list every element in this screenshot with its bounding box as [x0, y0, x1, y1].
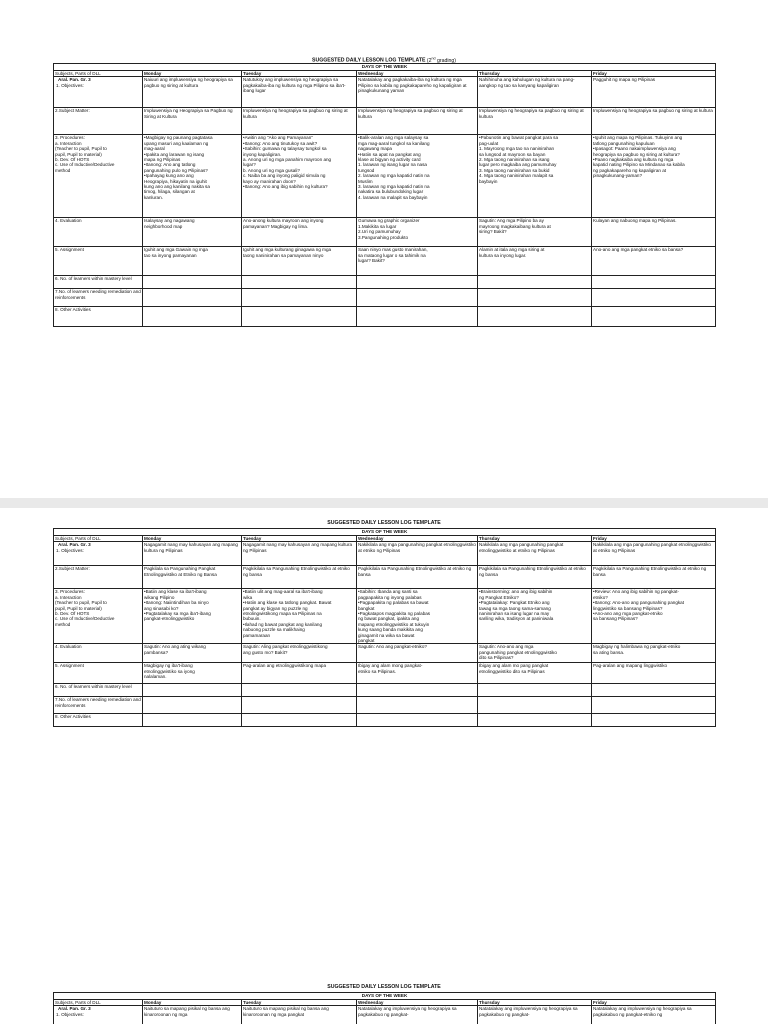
assignment-label: 5. Assignment	[54, 663, 143, 684]
cell-line: Sagutin: Ang mga Pilipino ba ay	[479, 218, 544, 224]
remediation-cell	[143, 289, 242, 307]
cell-line: Gumawa ng graphic organizer	[358, 218, 420, 224]
subject-matter-friday: Pagkikilala sa Pangunahing Etnolingwistiko at etniko ng bansa	[592, 566, 716, 589]
procedures-tuesday	[242, 589, 357, 644]
subjects-label: Subjects, Parts of DLL	[54, 536, 143, 542]
assignment-thursday	[478, 247, 592, 276]
cell-line: •Ipasagot: Paano nakaimpluwensiya ang	[593, 146, 676, 152]
cell-line: 3.Pangunahing produkto	[358, 234, 409, 240]
cell-line: Ano-anong kultura mayroon ang inyong	[243, 218, 324, 224]
procedures-monday	[143, 135, 242, 218]
day-tuesday: Tuesday	[242, 71, 357, 77]
cell-line: pangkat ay bigyan ng puzzle ng	[243, 605, 308, 611]
cell-line: kayo ay manirahan doon?	[243, 178, 296, 184]
cell-line: a. Interaction	[55, 140, 82, 146]
evaluation-friday	[592, 218, 716, 247]
cell-line: c. Use of Inductive/Deductive	[55, 162, 115, 168]
cell-line: 3. Procedures:	[55, 589, 85, 595]
cell-line: Kulayan ang nabuong mapa ng Pilipinas.	[593, 218, 677, 224]
mastery-cell	[242, 276, 357, 289]
procedures-monday	[143, 589, 242, 644]
cell-line: •Itanong: Ano ang tatlong	[144, 162, 196, 168]
cell-line: pupil, Pupil to material)	[55, 151, 102, 157]
cell-line: etniko sa Pilipinas.	[358, 668, 397, 674]
objective-tuesday: Natutukoy ang impluwensiya ng heograpiya sa pagkakaiba-iba ng kultura ng mga Pilipino sa iba't-ibang lugar	[242, 77, 357, 108]
cell-line: Ibigay ang alam mo pang pangkat	[479, 663, 549, 669]
objective-monday: Naituturo sa mapang pisikal ng bansa ang kinaroroonan ng mga	[143, 1006, 242, 1024]
subject-matter-label: 2.Subject Matter:	[54, 566, 143, 589]
document-title: SUGGESTED DAILY LESSON LOG TEMPLATE	[327, 984, 441, 990]
evaluation-wednesday	[357, 644, 478, 663]
subject-matter-thursday: Impluwensiya ng heograpiya sa pagbuo ng siring at kultura	[478, 108, 592, 135]
cell-line: mag-aaral	[144, 146, 165, 152]
cell-line: •Pagpapakita ng palabas sa bawat	[358, 600, 429, 606]
cell-line: •Batiin ulit ang mag-aaral sa iba't-ibang	[243, 589, 323, 595]
other-activities-cell	[592, 307, 716, 327]
cell-line: (Teacher to pupil, Pupil to	[55, 146, 107, 152]
evaluation-wednesday	[357, 218, 478, 247]
cell-line: •Balik-aralan ang mga salaysay sa	[358, 135, 429, 141]
other-activities-cell	[242, 307, 357, 327]
assignment-tuesday	[242, 663, 357, 684]
procedures-friday	[592, 589, 716, 644]
cell-line: nakatira sa bulubundoking lugar	[358, 189, 424, 195]
cell-line: •Brainstorming: ano ang ibig sabihin	[479, 589, 553, 595]
day-friday: Friday	[592, 536, 716, 542]
day-monday: Monday	[143, 536, 242, 542]
evaluation-friday	[592, 644, 716, 663]
assignment-wednesday	[357, 247, 478, 276]
procedures-thursday	[478, 135, 592, 218]
cell-line: lugar pero magkaiba ang pamumuhay	[479, 162, 557, 168]
cell-line: 3. Mga taong naninirahan sa bukid	[479, 167, 550, 173]
assignment-friday	[592, 663, 716, 684]
cell-line: mapa ng Pilipinas	[144, 157, 181, 163]
remediation-label: 7.No. of learners needing remediation and reinforcements	[54, 697, 143, 714]
evaluation-tuesday	[242, 644, 357, 663]
procedures-wednesday	[357, 135, 478, 218]
remediation-cell	[592, 289, 716, 307]
objective-thursday: Natatalakay ang impluwensiya ng heograpiya sa pagkakabuo ng pangkat-	[478, 1006, 592, 1024]
cell-line: method	[55, 621, 71, 627]
cell-line: b. Dev. Of HOTS	[55, 611, 90, 617]
assignment-tuesday	[242, 247, 357, 276]
other-activities-cell	[357, 714, 478, 727]
subject-matter-wednesday: Pagkikilala sa Pangunahing Etnolingwistiko at etniko ng bansa	[357, 566, 478, 589]
cell-line: bubuuin.	[243, 616, 261, 622]
remediation-cell	[242, 697, 357, 714]
remediation-cell	[357, 697, 478, 714]
remediation-cell	[242, 289, 357, 307]
objectives-label: 1. Objectives:	[56, 547, 84, 553]
remediation-cell	[592, 697, 716, 714]
cell-line: •Itanong: Ano-ano ang pangunahing pangkat	[593, 600, 685, 606]
cell-line: Saan ninyo mas gusto manirahan,	[358, 247, 428, 253]
cell-line: Sagutin: Ano ang ating wikang	[144, 644, 206, 650]
subject-name: Aral. Pan. Gr. 3	[58, 1006, 91, 1012]
cell-line: pagpapakita ng inyong palabas	[358, 594, 422, 600]
subject-matter-wednesday: Impluwensiya ng heograpiya sa pagbuo ng siring at kultura	[357, 108, 478, 135]
evaluation-thursday	[478, 218, 592, 247]
objective-tuesday: Nagagamit nang may kahusayan ang mapang kultura ng Pilipinas	[242, 542, 357, 566]
cell-line: pamamaraan	[243, 632, 271, 638]
days-of-week-header: DAYS OF THE WEEK	[54, 64, 716, 71]
cell-line: •Hatiin ang klase sa tatlong pangkat. Bawat	[243, 600, 332, 606]
day-wednesday: Wednesday	[357, 71, 478, 77]
cell-line: ng bawat pangkat, ipakita ang	[358, 616, 420, 622]
mastery-cell	[143, 684, 242, 697]
objective-friday: Natatalakay ang impluwensiya ng heograpiya sa pagkakabuo ng pangkat-etniko ng	[592, 1006, 716, 1024]
cell-line: dito sa Pilipinas?	[479, 655, 514, 661]
cell-line: Sagutin: Aling pangkat etnolinggwistikong	[243, 644, 328, 650]
lesson-log-page-3	[0, 978, 768, 1024]
assignment-monday	[143, 663, 242, 684]
other-activities-cell	[242, 714, 357, 727]
cell-line: (Teacher to pupil, Pupil to	[55, 600, 107, 606]
cell-line: c. Naiba ba ang inyong paligid simula ng	[243, 173, 326, 179]
cell-line: nalalaman.	[144, 674, 167, 680]
assignment-monday	[143, 247, 242, 276]
remediation-label: 7.No. of learners needing remediation and reinforcements	[54, 289, 143, 307]
cell-line: 1. larawan ng isang lugar na nasa	[358, 162, 427, 168]
assignment-thursday	[478, 663, 592, 684]
other-activities-cell	[478, 714, 592, 727]
cell-line: baybayin	[479, 178, 498, 184]
cell-line: Magbigay ng iba't-ibang	[144, 663, 193, 669]
day-friday: Friday	[592, 1000, 716, 1006]
cell-line: •Paano nagkakaiba ang kultura ng mga	[593, 157, 674, 163]
cell-line: c. Use of Inductive/Deductive	[55, 616, 115, 622]
objective-tuesday: Naituturo sa mapang pisikal ng bansa ang kinaroroonan ng mga pangkat	[242, 1006, 357, 1024]
cell-line: sa ating bansa.	[593, 649, 625, 655]
cell-line: Sagutin: Ano ang pangkat-etniko?	[358, 644, 427, 650]
cell-line: 3. Procedures:	[55, 135, 85, 141]
cell-line: Iguhit ang mga Gawain ng mga	[144, 247, 208, 253]
days-of-week-header: DAYS OF THE WEEK	[54, 529, 716, 536]
objectives-label: 1. Objectives:	[56, 1011, 84, 1017]
cell-line: 1. Mayroong mga tao na naninirahan	[479, 146, 555, 152]
cell-line: timog, hilaga, silangan at	[144, 189, 195, 195]
lesson-log-table	[53, 63, 716, 327]
cell-line: etnolinggwistiko sa iyong	[144, 668, 195, 674]
cell-line: pangunahing pangkat etnolinggwistiko	[479, 649, 557, 655]
subjects-label: Subjects, Parts of DLL	[54, 1000, 143, 1006]
cell-line: sa bansang Pilipinas?	[593, 616, 638, 622]
cell-line: nagawang mapa	[358, 146, 392, 152]
lesson-log-page-2	[0, 508, 768, 1006]
subject-name: Aral. Pan. Gr. 3	[58, 542, 91, 548]
cell-line: ng Pangkat Etniko?	[479, 594, 519, 600]
mastery-cell	[357, 684, 478, 697]
cell-line: •Pagtatalakay: Pangkat Etniko ang	[479, 600, 550, 606]
assignment-friday	[592, 247, 716, 276]
cell-line: ginagamit na wika sa bawat	[358, 632, 415, 638]
objective-thursday: Nahihinuha ang kahulugan ng kultura na pang-aangkop ng tao sa kanyang kapaligiran	[478, 77, 592, 108]
cell-line: pangkat	[358, 638, 375, 644]
cell-line: •Ipakita ang larawan ng isang	[144, 151, 205, 157]
mastery-level-label: 6. No. of learners within mastery level	[54, 684, 143, 697]
day-tuesday: Tuesday	[242, 1000, 357, 1006]
cell-line: kung saang banda makikita ang	[358, 627, 423, 633]
cell-line: •Ipahayag kung ano ang	[144, 173, 194, 179]
cell-line: •Sabihin: Ibanda ang santi sa	[358, 589, 418, 595]
mastery-cell	[143, 276, 242, 289]
procedures-label	[54, 589, 143, 644]
cell-line: sariling wika, tradisyon at paniniwala	[479, 616, 554, 622]
cell-line: heograpiya sa pagbuo ng siring at kultura?	[593, 151, 680, 157]
day-thursday: Thursday	[478, 1000, 592, 1006]
cell-line: taong naninirahan sa pamayanan ninyo	[243, 252, 324, 258]
cell-line: •Iguhit ang mapa ng Pilipinas. Tukuyinn ang	[593, 135, 683, 141]
day-monday: Monday	[143, 71, 242, 77]
mastery-cell	[242, 684, 357, 697]
objective-monday: Nagagamit nang may kahusayan ang mapang kultura ng Pilipinas	[143, 542, 242, 566]
evaluation-monday	[143, 218, 242, 247]
procedures-thursday	[478, 589, 592, 644]
cell-line: pinagkukunang-yaman?	[593, 173, 643, 179]
lesson-log-table	[53, 992, 716, 1024]
cell-line: Ano-ano ang mga pangkat etniko sa bansa?	[593, 247, 684, 253]
cell-line: method	[55, 167, 71, 173]
day-wednesday: Wednesday	[357, 536, 478, 542]
cell-line: a. Anong uri ng mga panahim mayroon ang	[243, 157, 332, 163]
other-activities-cell	[143, 307, 242, 327]
evaluation-thursday	[478, 644, 592, 663]
cell-line: Muslim	[358, 178, 373, 184]
subject-matter-thursday: Pagkikilala sa Pangunahing Etnolingwistiko at etniko ng bansa	[478, 566, 592, 589]
subject-matter-label: 2.Subject Matter:	[54, 108, 143, 135]
cell-line: 4. Mga taong naninirahan malapit sa	[479, 173, 554, 179]
cell-line: tawag sa mga taong sama-samang	[479, 605, 551, 611]
cell-line: •Batiin ang klase sa iba't-ibang	[144, 589, 207, 595]
cell-line: pag-uulat	[479, 140, 499, 146]
cell-line: •Ilahad ng bawat pangkat ang kanilang	[243, 621, 322, 627]
objective-monday: Naiuuri ang impluwensiya ng heograpiya sa pagbuo ng siring at kultura	[143, 77, 242, 108]
cell-line: klase at bigyan ng activity card	[358, 157, 421, 163]
cell-line: wikang Pilipino	[144, 594, 175, 600]
days-of-week-header: DAYS OF THE WEEK	[54, 993, 716, 1000]
mastery-cell	[357, 276, 478, 289]
other-activities-cell	[592, 714, 716, 727]
cell-line: ang sinasabi ko?	[144, 605, 179, 611]
cell-line: sa mataong lugar o sa tahimik na	[358, 252, 426, 258]
subject-matter-monday: Pagkilala sa Pangunahing Pangkat Etnolinggwistiko at Etniko ng Bansa	[143, 566, 242, 589]
evaluation-label: 4. Evaluation	[54, 644, 143, 663]
cell-line: mayroong magkakaibang kultura at	[479, 223, 551, 229]
cell-line: tungsod	[358, 167, 375, 173]
cell-line: bangkat	[358, 605, 375, 611]
other-activities-cell	[357, 307, 478, 327]
cell-line: upang masuri ang kaalaman ng	[144, 140, 209, 146]
document-title: SUGGESTED DAILY LESSON LOG TEMPLATE (2nd grading)	[311, 56, 457, 64]
cell-line: pangkat-etnolinggwistiko	[144, 616, 195, 622]
subjects-label: Subjects, Parts of DLL	[54, 71, 143, 77]
subject-name: Aral. Pan. Gr. 3	[58, 77, 91, 83]
cell-line: •Magbigay ng paunang pagtatasa	[144, 135, 213, 141]
cell-line: linggwistiko sa bansang Pilipinas?	[593, 605, 663, 611]
cell-line: b. Dev. Of HOTS	[55, 157, 90, 163]
cell-line: •Itanong: Ano ang tinutukoy sa awit?	[243, 140, 318, 146]
cell-line: mga mag-aaral tungkol sa kanilang	[358, 140, 430, 146]
cell-line: Sagutin: Ano-ano ang mga	[479, 644, 534, 650]
procedures-friday	[592, 135, 716, 218]
day-monday: Monday	[143, 1000, 242, 1006]
cell-line: Ibigay ang alam mong pangkat-	[358, 663, 423, 669]
procedures-label	[54, 135, 143, 218]
cell-line: b. Anong uri ng mga gusali?	[243, 167, 300, 173]
cell-line: kultura sa inyong lugar.	[479, 252, 527, 258]
cell-line: •Ano-ano ang mga pangkat-etniko	[593, 611, 663, 617]
cell-line: •Pagkatapos magpakita ng palabas	[358, 611, 431, 617]
cell-line: neighborhood map	[144, 223, 183, 229]
cell-line: •Itanong: Naiintindihan ba ninyo	[144, 600, 209, 606]
cell-line: pupil, Pupil to material)	[55, 605, 102, 611]
cell-line: kapatid nating Pilipino sa Mindanao sa kabila	[593, 162, 685, 168]
evaluation-tuesday	[242, 218, 357, 247]
cell-line: •Hatiin sa apat na pangkat ang	[358, 151, 421, 157]
cell-line: Alamin at itala ang mga siring at	[479, 247, 545, 253]
remediation-cell	[357, 289, 478, 307]
day-thursday: Thursday	[478, 536, 592, 542]
cell-line: pangunahing pulo ng Pilipinas?	[144, 167, 208, 173]
cell-line: •Pagtatalakay sa mga iba't-ibang	[144, 611, 211, 617]
cell-line: •Awitin ang "Ako ang Pamayanan"	[243, 135, 313, 141]
assignment-wednesday	[357, 663, 478, 684]
objectives-label: 1. Objectives:	[56, 82, 84, 88]
procedures-tuesday	[242, 135, 357, 218]
objective-friday: Pagguhit ng mapa ng Pilipinas	[592, 77, 716, 108]
subject-matter-monday: Impluwensiya ng Heograpiya sa Pagbuo ng Siring at Kultura	[143, 108, 242, 135]
cell-line: etnolinggwistiko dito sa Pilipinas	[479, 668, 545, 674]
objective-friday: Nakikilala ang mga pangunahing pangkat etnolinggwistiko at etniko ng Pilipinas	[592, 542, 716, 566]
objective-wednesday: Nakikilala ang mga pangunahing pangkat etnolinggwistiko at etniko ng Pilipinas	[357, 542, 478, 566]
lesson-log-page-1	[0, 0, 768, 498]
objective-wednesday: Natatalakay ang pagkakaiba-iba ng kultura ng mga Pilipino sa kabila ng pagkakapareho ng kapaligiran at pinagkukunang yaman	[357, 77, 478, 108]
objectives-label-cell	[54, 542, 143, 566]
cell-line: •Pabunotin ang bawat pangkat para sa	[479, 135, 558, 141]
cell-line: wika	[243, 594, 253, 600]
subject-matter-tuesday: Impluwensiya ng heograpiya sa pagbuo ng siring at kultura	[242, 108, 357, 135]
other-activities-label: 8. Other Activities	[54, 307, 143, 327]
cell-line: inyong kapaligiran.	[243, 151, 282, 157]
cell-line: Iguhit ang mga kulturang ginagawa ng mga	[243, 247, 332, 253]
mastery-cell	[478, 684, 592, 697]
cell-line: kanluran.	[144, 194, 163, 200]
grading-note: (2nd grading)	[426, 56, 457, 64]
procedures-wednesday	[357, 589, 478, 644]
lesson-log-table	[53, 528, 716, 727]
document-title: SUGGESTED DAILY LESSON LOG TEMPLATE	[327, 520, 441, 526]
cell-line: 3. larawan ng mga kapatid natin na	[358, 184, 430, 190]
subject-matter-tuesday: Pagkikilala sa Pangunahing Etnolingwistiko at etniko ng bansa	[242, 566, 357, 589]
cell-line: pamayanan? Magbigay ng lima.	[243, 223, 309, 229]
day-tuesday: Tuesday	[242, 536, 357, 542]
cell-line: •Itanong: Ano ang ibig sabihin ng kultura?	[243, 184, 328, 190]
cell-line: Isalaysay ang nagawang	[144, 218, 195, 224]
mastery-cell	[592, 276, 716, 289]
cell-line: ang gusto mo? Bakit?	[243, 649, 288, 655]
other-activities-label: 8. Other Activities	[54, 714, 143, 727]
cell-line: •Sabihin: gumawa ng talaysay tungkol sa	[243, 146, 327, 152]
day-friday: Friday	[592, 71, 716, 77]
cell-line: siring? Bakit?	[479, 229, 507, 235]
cell-line: Pag-aralan ang etnolinggwistikong mapa	[243, 663, 326, 669]
cell-line: nabuong puzzle sa malikhaing	[243, 627, 305, 633]
cell-line: 2.Uri ng pamumuhay	[358, 229, 401, 235]
cell-line: naninirahan sa isang lugar na may	[479, 611, 550, 617]
cell-line: pambansa?	[144, 649, 169, 655]
subject-matter-friday: Impluwensiya ng heograpiya sa pagbuo ng siring at kultura	[592, 108, 716, 135]
evaluation-monday	[143, 644, 242, 663]
cell-line: Pag-aralan ang mapang linggwistiko	[593, 663, 668, 669]
cell-line: mapang etnolinggwistiko at tukuyin	[358, 621, 430, 627]
cell-line: tao sa inyong pamayanan	[144, 252, 197, 258]
remediation-cell	[143, 697, 242, 714]
day-wednesday: Wednesday	[357, 1000, 478, 1006]
mastery-cell	[592, 684, 716, 697]
cell-line: a. Interaction	[55, 594, 82, 600]
cell-line: lugar? Bakit?	[358, 258, 385, 264]
evaluation-label: 4. Evaluation	[54, 218, 143, 247]
cell-line: etniko?	[593, 594, 608, 600]
cell-line: 1.Makikita sa lugar	[358, 223, 397, 229]
cell-line: lugar?	[243, 162, 256, 168]
cell-line: •Review: Ano ang ibig sabihin ng pangkat-	[593, 589, 679, 595]
cell-line: 2. larawan ng mga kapatid natin na	[358, 173, 430, 179]
mastery-level-label: 6. No. of learners within mastery level	[54, 276, 143, 289]
remediation-cell	[478, 697, 592, 714]
cell-line: kung ano ang kanilang nakita sa	[144, 184, 210, 190]
other-activities-cell	[143, 714, 242, 727]
objective-wednesday: Natatalakay ang impluwensiya ng heograpiya sa pagkakabuo ng pangkat-	[357, 1006, 478, 1024]
cell-line: etnolingwistikong mapa sa Pilipinas na	[243, 611, 322, 617]
objectives-label-cell	[54, 1006, 143, 1024]
other-activities-cell	[478, 307, 592, 327]
remediation-cell	[478, 289, 592, 307]
cell-line: 2. Mga taong naninirahan sa isang	[479, 157, 550, 163]
cell-line: Magbigay ng halimbawa ng pangkat-etniko	[593, 644, 681, 650]
cell-line: tatlong pangunahing kapuluan	[593, 140, 655, 146]
day-thursday: Thursday	[478, 71, 592, 77]
objective-thursday: Nakikilala ang mga pangunahing pangkat etnolinggwistiko at etniko ng Pilipinas	[478, 542, 592, 566]
cell-line: ng pagkakapareho ng kapaligiran at	[593, 167, 667, 173]
cell-line: sa lungsod at mayroon sa bayan	[479, 151, 546, 157]
objectives-label-cell	[54, 77, 143, 108]
cell-line: 4. larawan na malapit sa baybayin	[358, 194, 428, 200]
cell-line: Heograpiya, hikayatin na iguhit	[144, 178, 207, 184]
assignment-label: 5. Assignment	[54, 247, 143, 276]
mastery-cell	[478, 276, 592, 289]
